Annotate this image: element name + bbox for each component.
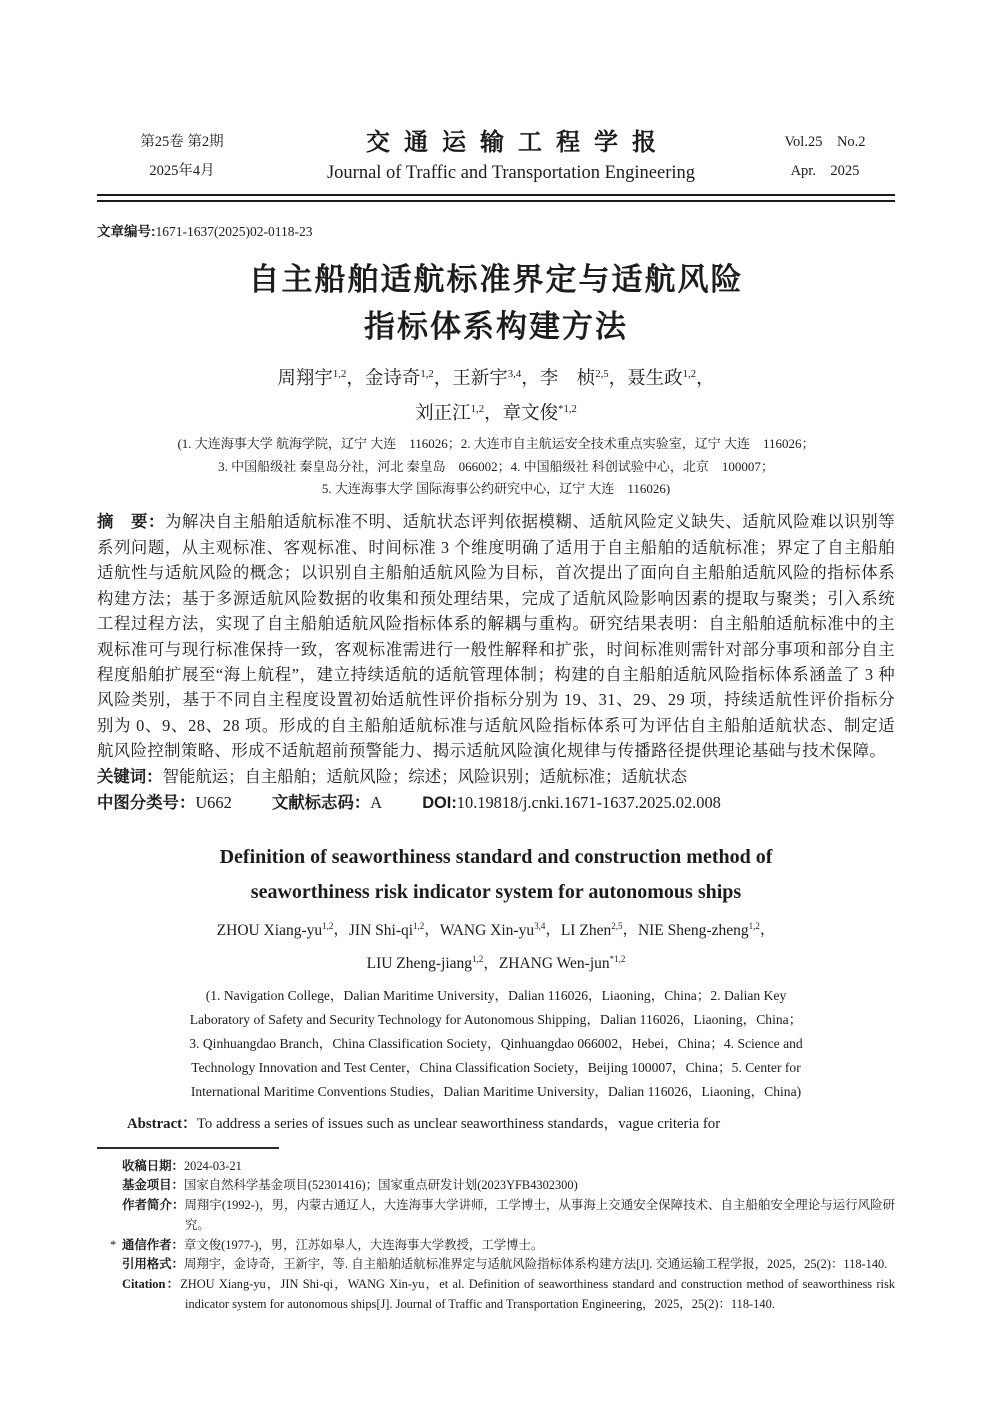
author-affiliation-superscript: 1,2 xyxy=(472,953,484,964)
clc-value: U662 xyxy=(195,793,232,812)
affiliations-en xyxy=(0,984,992,1104)
author-name: 刘正江$^{1,2}$ xyxy=(415,403,485,425)
author-name: 聂生政$^{1,2}$ xyxy=(627,368,697,390)
keywords-cn xyxy=(97,764,895,790)
paper-title-en-line2: seaworthiness risk indicator system for autonomous ships xyxy=(250,880,742,903)
footnote-item xyxy=(122,1255,895,1275)
author-affiliation-superscript: 1,2 xyxy=(420,368,434,380)
doc-code-label: 文献标志码： xyxy=(271,794,371,812)
affiliation-cn-line2: 3. 中国船级社 秦皇岛分社，河北 秦皇岛 066002；4. 中国船级社 科创试验中心，北京 100007； xyxy=(218,458,774,474)
abstract-cn xyxy=(97,509,895,764)
affiliation-en-line1: (1. Navigation College，Dalian Maritime University，Dalian 116026，Liaoning，China；2. Dalian Key xyxy=(205,987,787,1003)
footnote-text: 2024-03-21 xyxy=(183,1158,242,1173)
footnote-item xyxy=(122,1176,895,1196)
author-name: WANG Xin-yu$^{3,4}$ xyxy=(439,920,546,939)
keywords-label: 关键词： xyxy=(97,767,163,786)
affiliation-cn-line1: (1. 大连海事大学 航海学院，辽宁 大连 116026；2. 大连市自主航运安全技术重点实验室，辽宁 大连 116026； xyxy=(177,436,815,452)
author-affiliation-superscript: 1,2 xyxy=(682,368,697,380)
footnote-text: 周翔宇(1992-)，男，内蒙古通辽人，大连海事大学讲师，工学博士，从事海上交通安全保障技术、自主船舶安全理论与运行风险研究。 xyxy=(184,1198,895,1232)
authors-en-line2: LIU Zheng-jiang$^{1,2}$，ZHANG Wen-jun$^{*1,2}$ xyxy=(366,953,626,972)
authors-cn xyxy=(0,359,992,429)
article-number xyxy=(97,220,895,240)
author-name: JIN Shi-qi$^{1,2}$ xyxy=(348,920,425,939)
abstract-en xyxy=(97,1113,895,1135)
footnotes xyxy=(110,1157,895,1315)
corresponding-author-star: * xyxy=(110,1237,117,1252)
authors-cn-line2: 刘正江$^{1,2}$，章文俊$^{*1,2}$ xyxy=(415,403,577,425)
author-name: 李 桢$^{2,5}$ xyxy=(539,368,609,390)
author-affiliation-superscript: 1,2 xyxy=(322,920,334,931)
footnote-text: 章文俊(1977-)，男，江苏如皋人，大连海事大学教授，工学博士。 xyxy=(183,1237,544,1252)
author-affiliation-superscript: 2,5 xyxy=(595,368,609,380)
keywords-text: 智能航运；自主船舶；适航风险；综述；风险识别；适航标准；适航状态 xyxy=(162,766,688,786)
author-name: 王新宇$^{3,4}$ xyxy=(452,368,522,390)
footnote-label: Citation： xyxy=(122,1276,181,1291)
header-volume-issue-en: Vol.25 No.2 xyxy=(784,134,866,150)
paper-title-en-line1: Definition of seaworthiness standard and construction method of xyxy=(219,846,773,869)
footnote-label: 基金项目： xyxy=(122,1178,184,1193)
header-volume-issue-cn: 第25卷 第2期 xyxy=(140,134,224,150)
footnote-item xyxy=(122,1196,895,1235)
header-right-block xyxy=(755,128,895,186)
clc-group xyxy=(97,793,232,812)
abstract-en-label: Abstract： xyxy=(127,1115,197,1132)
authors-en xyxy=(0,911,992,977)
footnote-label: 作者简介： xyxy=(122,1198,185,1213)
author-name: LIU Zheng-jiang$^{1,2}$ xyxy=(366,953,484,972)
author-affiliation-superscript: 3,4 xyxy=(534,920,546,931)
author-affiliation-superscript: 1,2 xyxy=(470,403,485,416)
footnote-item xyxy=(122,1157,895,1177)
header-center-block xyxy=(267,128,755,186)
footnote-label: 通信作者： xyxy=(122,1237,184,1252)
authors-en-line1: ZHOU Xiang-yu$^{1,2}$，JIN Shi-qi$^{1,2}$，WANG Xin-yu$^{3,4}$，LI Zhen$^{2,5}$，NIE Sheng-zheng$^{1,2}$， xyxy=(216,920,776,939)
author-affiliation-superscript: *1,2 xyxy=(558,403,577,416)
header-left-block xyxy=(97,128,267,186)
affiliation-en-line2: Laboratory of Safety and Security Technology for Autonomous Shipping，Dalian 116026，Liaoning，China； xyxy=(189,1011,803,1027)
affiliation-en-line4: Technology Innovation and Test Center，China Classification Society，Beijing 100007，China；5. Center for xyxy=(191,1059,801,1075)
clc-label: 中图分类号： xyxy=(97,794,196,812)
author-name: ZHOU Xiang-yu$^{1,2}$ xyxy=(216,920,334,939)
footnote-item xyxy=(122,1275,895,1314)
author-name: NIE Sheng-zheng$^{1,2}$ xyxy=(637,920,760,939)
footnote-separator xyxy=(97,1147,279,1149)
journal-title-en: Journal of Traffic and Transportation Engineering xyxy=(326,163,696,183)
author-name: 金诗奇$^{1,2}$ xyxy=(364,368,434,390)
paper-title-cn-line1: 自主船舶适航标准界定与适航风险 xyxy=(248,262,744,297)
footnote-item xyxy=(110,1236,895,1256)
doi-group xyxy=(422,793,721,812)
article-number-label: 文章编号: xyxy=(97,224,156,239)
author-affiliation-superscript: 1,2 xyxy=(413,920,425,931)
author-name: LI Zhen$^{2,5}$ xyxy=(560,920,623,939)
doi-value: 10.19818/j.cnki.1671-1637.2025.02.008 xyxy=(456,793,721,812)
author-affiliation-superscript: 2,5 xyxy=(611,920,623,931)
author-affiliation-superscript: 1,2 xyxy=(748,920,760,931)
journal-title-cn: 交通运输工程学报 xyxy=(366,130,670,156)
header-date-en: Apr. 2025 xyxy=(790,163,860,179)
footnote-text: 国家自然科学基金项目(52301416)；国家重点研发计划(2023YFB4302300) xyxy=(183,1178,578,1193)
paper-title-cn-line2: 指标体系构建方法 xyxy=(364,309,628,344)
abstract-en-text: To address a series of issues such as unclear seaworthiness standards，vague criteria for xyxy=(196,1115,721,1132)
header-date-cn: 2025年4月 xyxy=(149,163,215,179)
journal-header xyxy=(97,128,895,186)
footnote-text: ZHOU Xiang-yu，JIN Shi-qi，WANG Xin-yu，et al. Definition of seaworthiness standard and construction method of seaworthiness risk indicator system for autonomous ships[J]. Journal of Traffic and Transportation Engineering，2025，25(2)：118-140. xyxy=(180,1276,895,1311)
author-name: 周翔宇$^{1,2}$ xyxy=(277,368,347,390)
paper-title-cn xyxy=(97,256,895,350)
author-affiliation-superscript: 3,4 xyxy=(507,368,522,380)
doc-code-group xyxy=(272,793,382,812)
affiliations-cn xyxy=(0,433,992,500)
paper-title-en xyxy=(97,840,895,909)
author-name: ZHANG Wen-jun$^{*1,2}$ xyxy=(498,953,626,972)
abstract-cn-text: 为解决自主船舶适航标准不明、适航状态评判依据模糊、适航风险定义缺失、适航风险难以识别等系列问题，从主观标准、客观标准、时间标准 3 个维度明确了适用于自主船舶的适航标准；界定了自主船舶适航性与适航风险的概念；以识别自主船舶适航风险为目标，首次提出了面向自主船舶适航风险的指标体系构建方法；基于多源适航风险数据的收集和预处理结果，完成了适航风险影响因素的提取与聚类；引入系统工程过程方法，实现了自主船舶适航风险指标体系的解耦与重构。研究结果表明：自主船舶适航标准中的主观标准可与现行标准保持一致，客观标准需进行一般性解释和扩张，时间标准则需针对部分事项和部分自主程度船舶扩展至“海上航程”，建立持续适航的适航管理体制；构建的自主船舶适航风险指标体系涵盖了 3 种风险类别，基于不同自主程度设置初始适航性评价指标分别为 19、31、29、29 项，持续适航性评价指标分别为 0、9、28、28 项。形成的自主船舶适航标准与适航风险指标体系可为评估自主船舶适航状态、制定适航风险控制策略、形成不适航超前预警能力、揭示适航风险演化规律与传播路径提供理论基础与技术保障。 xyxy=(97,511,895,761)
affiliation-en-line5: International Maritime Conventions Studies，Dalian Maritime University，Dalian 116026，Liaoning，China) xyxy=(190,1083,802,1099)
author-name: 章文俊$^{*1,2}$ xyxy=(502,403,577,425)
header-double-rule xyxy=(97,194,895,202)
author-affiliation-superscript: 1,2 xyxy=(332,368,347,380)
footnote-label: 引用格式： xyxy=(122,1257,184,1272)
article-number-value: 1671-1637(2025)02-0118-23 xyxy=(155,224,313,239)
affiliation-en-line3: 3. Qinhuangdao Branch，China Classification Society，Qinhuangdao 066002，Hebei，China；4. Science and xyxy=(189,1035,803,1051)
author-affiliation-superscript: *1,2 xyxy=(609,953,626,964)
footnote-label: 收稿日期： xyxy=(122,1158,184,1173)
authors-cn-line1: 周翔宇$^{1,2}$，金诗奇$^{1,2}$，王新宇$^{3,4}$，李 桢$^{2,5}$，聂生政$^{1,2}$， xyxy=(277,368,715,390)
doc-code-value: A xyxy=(370,793,383,812)
abstract-cn-label: 摘 要： xyxy=(97,512,165,531)
clc-line xyxy=(97,790,895,816)
doi-label: DOI: xyxy=(422,794,457,812)
footnote-text: 周翔宇，金诗奇，王新宇，等. 自主船舶适航标准界定与适航风险指标体系构建方法[J]. 交通运输工程学报，2025，25(2)：118-140. xyxy=(183,1257,888,1272)
affiliation-cn-line3: 5. 大连海事大学 国际海事公约研究中心，辽宁 大连 116026) xyxy=(321,481,671,497)
